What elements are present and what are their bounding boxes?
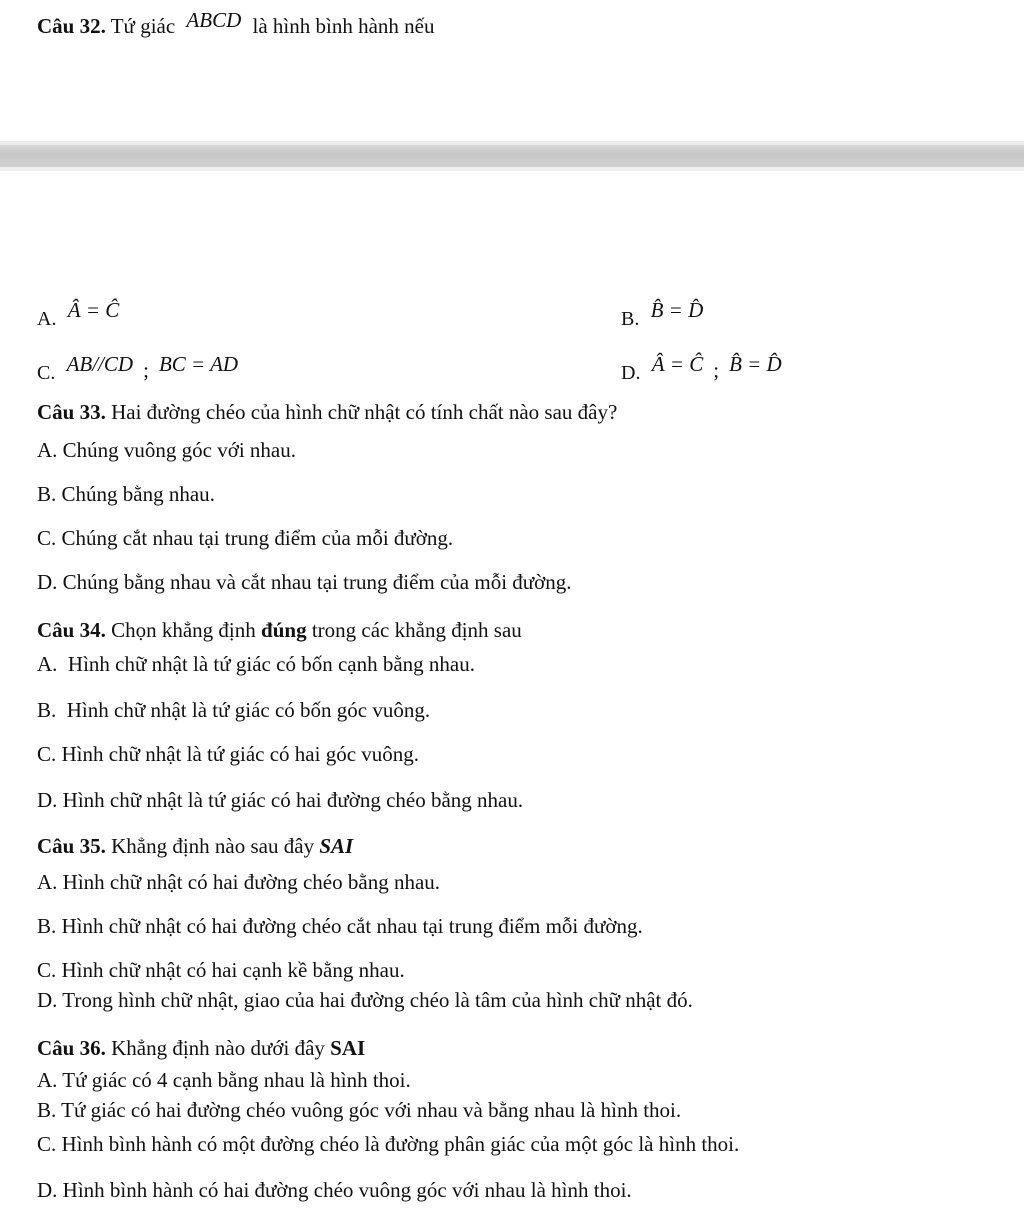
- q32-option-a-expr: Â = Ĉ: [67, 298, 120, 322]
- q34-option-a[interactable]: A. Hình chữ nhật là tứ giác có bốn cạnh bằng nhau.: [37, 652, 475, 676]
- q35-option-c[interactable]: C. Hình chữ nhật có hai cạnh kề bằng nhau.: [37, 958, 405, 982]
- q35-option-d[interactable]: D. Trong hình chữ nhật, giao của hai đường chéo là tâm của hình chữ nhật đó.: [37, 988, 693, 1012]
- question-35-stem: [37, 834, 353, 859]
- question-32-text-before: Tứ giác: [110, 14, 176, 38]
- question-36-text: Khẳng định nào dưới đây: [111, 1036, 325, 1060]
- q32-option-c-expr2: BC = AD: [158, 352, 239, 376]
- q32-option-b-letter: B.: [621, 308, 640, 330]
- q33-option-a[interactable]: A. Chúng vuông góc với nhau.: [37, 438, 297, 462]
- q32-option-d-expr1: Â = Ĉ: [651, 352, 704, 376]
- question-32-stem: [37, 8, 435, 39]
- q35-option-a[interactable]: A. Hình chữ nhật có hai đường chéo bằng nhau.: [37, 870, 441, 894]
- q32-option-b-expr: B̂ = D̂: [650, 298, 704, 322]
- q32-option-a-letter: A.: [37, 308, 57, 330]
- q33-option-d[interactable]: D. Chúng bằng nhau và cắt nhau tại trung điểm của mỗi đường.: [37, 570, 572, 594]
- q36-option-d[interactable]: D. Hình bình hành có hai đường chéo vuông góc với nhau là hình thoi.: [37, 1178, 632, 1202]
- q36-option-a[interactable]: A. Tứ giác có 4 cạnh bằng nhau là hình thoi.: [37, 1068, 411, 1092]
- question-33-stem: [37, 400, 617, 425]
- q33-option-b[interactable]: B. Chúng bằng nhau.: [37, 482, 215, 506]
- q32-option-d-expr2: B̂ = D̂: [729, 352, 782, 376]
- q34-option-b[interactable]: B. Hình chữ nhật là tứ giác có bốn góc vuông.: [37, 698, 431, 722]
- question-36-emphasis: SAI: [330, 1036, 366, 1060]
- question-36-label: Câu 36.: [37, 1036, 106, 1060]
- q32-option-c-letter: C.: [37, 362, 56, 384]
- question-35-label: Câu 35.: [37, 834, 106, 858]
- question-34-text-before: Chọn khẳng định: [111, 618, 256, 642]
- q32-option-a[interactable]: [37, 298, 120, 330]
- question-32-math: ABCD: [186, 8, 242, 32]
- question-33-text: Hai đường chéo của hình chữ nhật có tính chất nào sau đây?: [111, 400, 618, 424]
- q34-option-c[interactable]: C. Hình chữ nhật là tứ giác có hai góc vuông.: [37, 742, 420, 766]
- q35-option-b[interactable]: B. Hình chữ nhật có hai đường chéo cắt nhau tại trung điểm mỗi đường.: [37, 914, 643, 938]
- question-34-stem: [37, 618, 522, 643]
- question-34-text-after: trong các khẳng định sau: [311, 618, 522, 642]
- page-break-divider: [0, 145, 1024, 167]
- q32-option-c-sep: ;: [143, 358, 149, 382]
- q32-option-b[interactable]: [621, 298, 704, 330]
- q32-option-d-sep: ;: [713, 358, 720, 382]
- q36-option-c[interactable]: C. Hình bình hành có một đường chéo là đường phân giác của một góc là hình thoi.: [37, 1132, 740, 1156]
- question-35-text: Khẳng định nào sau đây: [111, 834, 315, 858]
- question-35-emphasis: SAI: [319, 834, 354, 858]
- q34-option-d[interactable]: D. Hình chữ nhật là tứ giác có hai đường chéo bằng nhau.: [37, 788, 524, 812]
- q32-option-c[interactable]: [37, 352, 239, 384]
- q32-option-c-expr1: AB//CD: [66, 352, 134, 376]
- question-32-label: Câu 32.: [37, 14, 106, 38]
- question-32-text-after: là hình bình hành nếu: [252, 14, 435, 38]
- q32-option-d[interactable]: [621, 352, 782, 384]
- question-34-label: Câu 34.: [37, 618, 106, 642]
- q36-option-b[interactable]: B. Tứ giác có hai đường chéo vuông góc với nhau và bằng nhau là hình thoi.: [37, 1098, 682, 1122]
- question-34-emphasis: đúng: [261, 618, 307, 642]
- question-33-label: Câu 33.: [37, 400, 106, 424]
- q33-option-c[interactable]: C. Chúng cắt nhau tại trung điểm của mỗi đường.: [37, 526, 454, 550]
- q32-option-d-letter: D.: [621, 362, 641, 384]
- question-36-stem: [37, 1036, 365, 1061]
